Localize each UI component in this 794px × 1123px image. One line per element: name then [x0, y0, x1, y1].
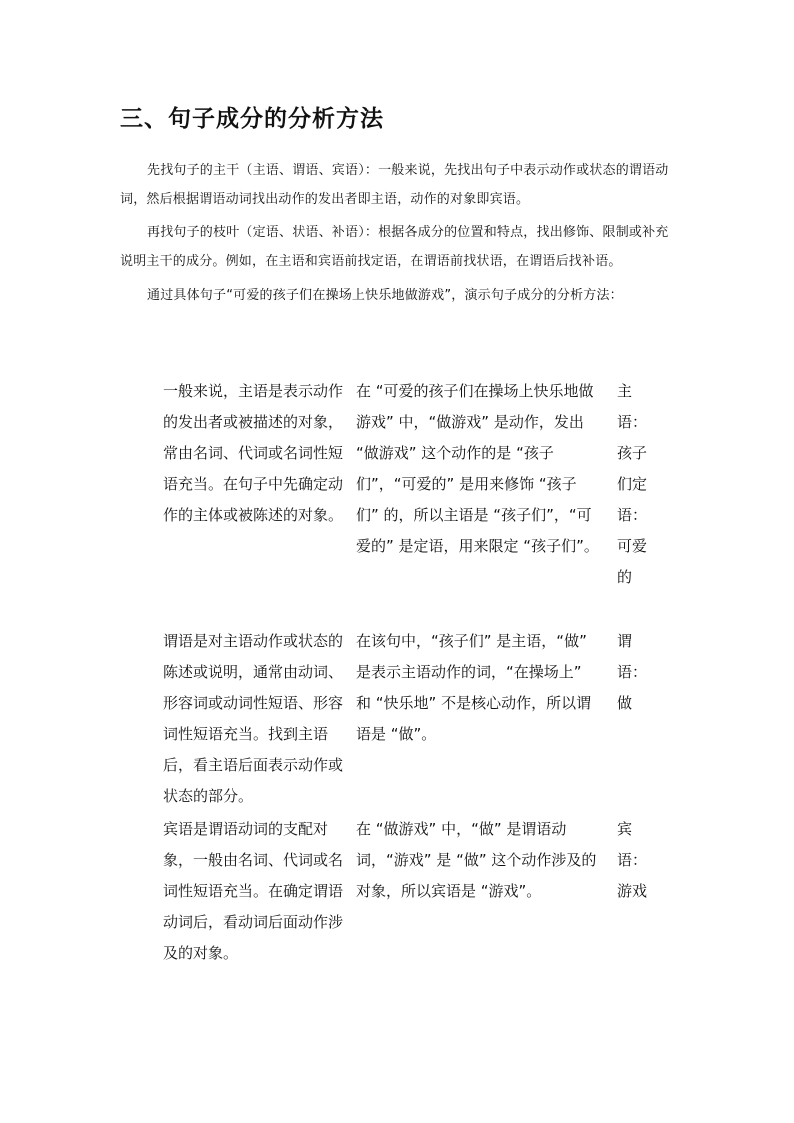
analysis-cell: 在 “可爱的孩子们在操场上快乐地做游戏” 中，“做游戏” 是动作，发出 “做游戏” 这个动作的是 “孩子们”，“可爱的” 是用来修饰 “孩子们” 的，所以主语是 “孩子们”，“可爱的” 是定语，用来限定 “孩子们”。 [356, 382, 599, 555]
analysis-cell: 在该句中，“孩子们” 是主语，“做” 是表示主语动作的词，“在操场上” 和 “快乐地” 不是核心动作，所以谓语是 “做”。 [356, 632, 592, 743]
result-cell: 宾语：游戏 [617, 820, 648, 900]
section-heading: 三、句子成分的分析方法 [120, 106, 384, 132]
paragraph-example-intro: 通过具体句子“可爱的孩子们在操场上快乐地做游戏”，演示句子成分的分析方法： [147, 288, 623, 303]
definition-cell: 宾语是谓语动词的支配对象，一般由名词、代词或名词性短语充当。在确定谓语动词后，看动词后面动作涉及的对象。 [163, 820, 344, 962]
analysis-cell: 在 “做游戏” 中，“做” 是谓语动词，“游戏” 是 “做” 这个动作涉及的对象，所以宾语是 “游戏”。 [356, 820, 597, 900]
definition-cell: 谓语是对主语动作或状态的陈述或说明，通常由动词、形容词或动词性短语、形容词性短语充当。找到主语后，看主语后面表示动作或状态的部分。 [163, 632, 344, 805]
result-cell: 谓语：做 [617, 632, 648, 712]
paragraph-branches: 再找句子的枝叶（定语、状语、补语）：根据各成分的位置和特点，找出修饰、限制或补充说明主干的成分。例如，在主语和宾语前找定语，在谓语前找状语，在谓语后找补语。 [120, 225, 669, 269]
result-cell: 主语：孩子们定语：可爱的 [617, 382, 648, 586]
definition-cell: 一般来说，主语是表示动作的发出者或被描述的对象，常由名词、代词或名词性短语充当。在句子中先确定动作的主体或被陈述的对象。 [163, 382, 344, 524]
paragraph-trunk: 先找句子的主干（主语、谓语、宾语）：一般来说，先找出句子中表示动作或状态的谓语动词，然后根据谓语动词找出动作的发出者即主语，动作的对象即宾语。 [120, 163, 669, 207]
